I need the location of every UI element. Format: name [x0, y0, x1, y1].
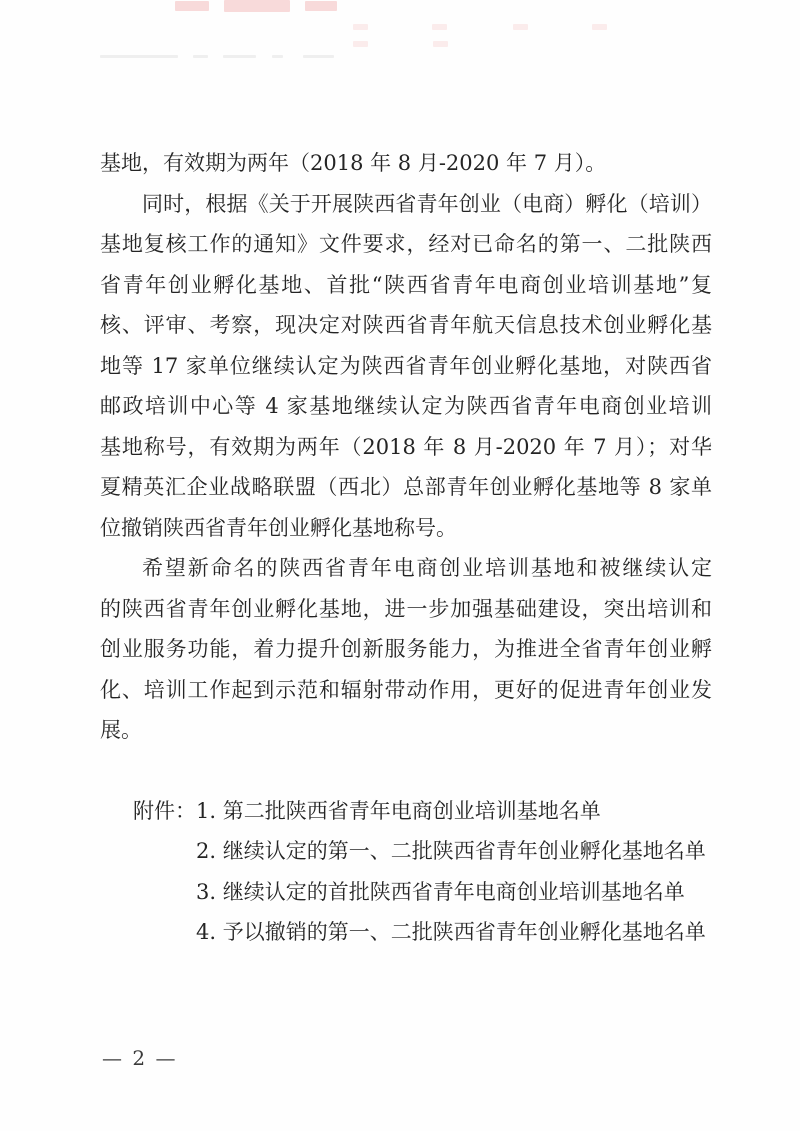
page-number: — 2 — — [102, 1046, 178, 1070]
text-line: 位撤销陕西省青年创业孵化基地称号。 — [100, 515, 457, 540]
text-line: 基地称号，有效期为两年（2018 年 8 月-2020 年 7 月）；对华 — [100, 434, 712, 459]
scan-artifact — [305, 1, 337, 11]
text-line: 展。 — [100, 718, 142, 742]
document-body — [100, 143, 712, 953]
attachment-item-text: 1. 第二批陕西省青年电商创业培训基地名单 — [196, 798, 601, 823]
text-line: 地等 17 家单位继续认定为陕西省青年创业孵化基地，对陕西省 — [100, 353, 712, 378]
scan-artifact — [224, 0, 290, 12]
attachment-item: 4. 予以撤销的第一、二批陕西省青年创业孵化基地名单 — [196, 920, 706, 944]
text-line: 夏精英汇企业战略联盟（西北）总部青年创业孵化基地等 8 家单 — [100, 475, 712, 499]
attachment-item: 2. 继续认定的第一、二批陕西省青年创业孵化基地名单 — [196, 839, 706, 863]
scan-artifact — [433, 41, 448, 47]
scan-artifact — [272, 55, 283, 58]
text-line: 基地复核工作的通知》文件要求，经对已命名的第一、二批陕西 — [100, 232, 712, 256]
scan-artifact — [592, 24, 607, 30]
attachment-item — [100, 791, 712, 832]
scan-artifact — [353, 41, 368, 47]
text-line: 创业服务功能，着力提升创新服务能力，为推进全省青年创业孵 — [100, 637, 712, 661]
attachment-item: 3. 继续认定的首批陕西省青年电商创业培训基地名单 — [196, 879, 685, 904]
scan-artifact — [513, 24, 528, 30]
text-line: 核、评审、考察，现决定对陕西省青年航天信息技术创业孵化基 — [100, 313, 712, 337]
text-line: 希望新命名的陕西省青年电商创业培训基地和被继续认定 — [142, 556, 712, 580]
attachments-list — [100, 791, 712, 953]
text-line: 同时，根据《关于开展陕西省青年创业（电商）孵化（培训） — [142, 191, 712, 216]
text-line: 化、培训工作起到示范和辐射带动作用，更好的促进青年创业发 — [100, 677, 712, 702]
scan-artifact — [223, 55, 256, 58]
text-line: 基地，有效期为两年（2018 年 8 月-2020 年 7 月）。 — [100, 151, 607, 175]
body-lines — [100, 143, 712, 751]
scan-artifact — [353, 24, 368, 30]
scan-artifact — [303, 55, 334, 58]
text-line: 的陕西省青年创业孵化基地，进一步加强基础建设，突出培训和 — [100, 596, 712, 621]
scan-artifact — [193, 55, 208, 58]
text-line: 邮政培训中心等 4 家基地继续认定为陕西省青年电商创业培训 — [100, 394, 712, 418]
scan-artifact — [432, 24, 447, 30]
text-line: 省青年创业孵化基地、首批“陕西省青年电商创业培训基地”复 — [100, 272, 712, 297]
scan-artifact — [175, 1, 209, 11]
scan-artifact — [100, 55, 178, 58]
attachments-label: 附件： — [133, 798, 196, 823]
